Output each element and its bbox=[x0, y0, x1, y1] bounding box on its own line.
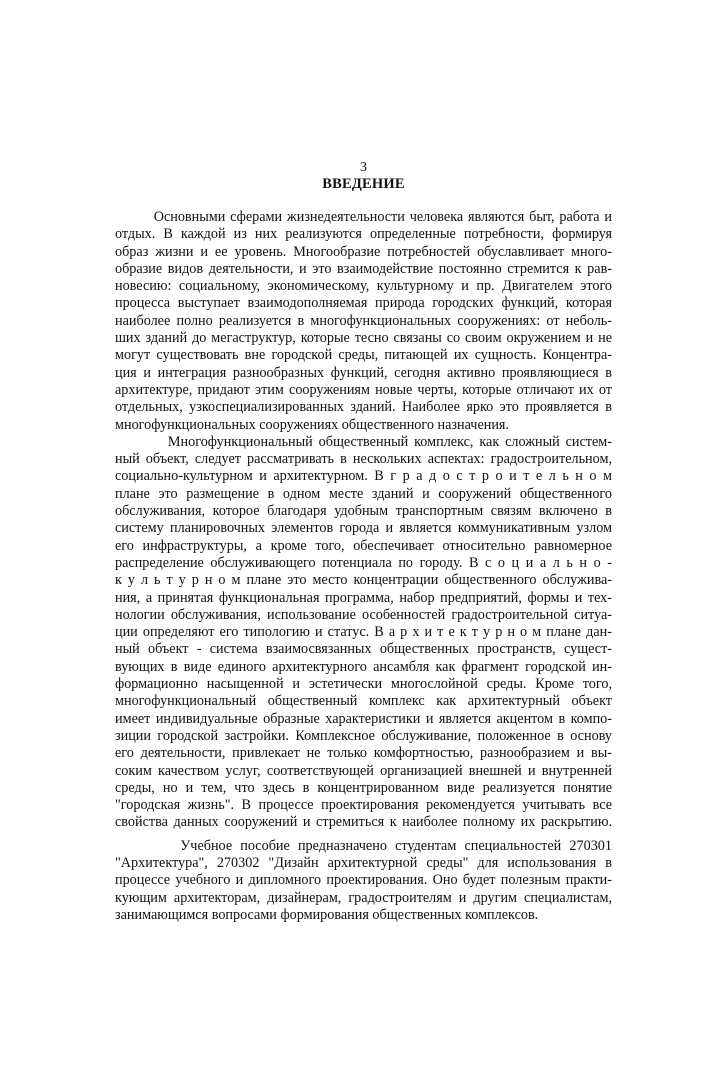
text-line: ция и интеграция разнообразных функций, сегодня активно проявляющиеся в bbox=[115, 364, 612, 381]
text-line: ния, а принятая функциональная программа, набор предприятий, формы и тех- bbox=[115, 589, 612, 606]
text-line: его инфраструктуры, а кроме того, обеспечивает относительно равномерное bbox=[115, 537, 612, 554]
page-number: 3 bbox=[360, 160, 367, 175]
text-line: образ жизни и ее уровень. Многообразие потребностей обуславливает много- bbox=[115, 243, 612, 260]
text-line: ции определяют его типологию и статус. В а р х и т е к т у р н о м плане дан- bbox=[115, 624, 612, 641]
text-line: зиции городской застройки. Комплексное обслуживание, положенное в основу bbox=[115, 727, 612, 744]
section-title: ВВЕДЕНИЕ bbox=[322, 176, 405, 192]
text-line: отдельных, узкоспециализированных зданий. Наиболее ярко это проявляется в bbox=[115, 399, 612, 416]
text-line: наиболее полно реализуется в многофункциональных сооружениях: от неболь- bbox=[115, 312, 612, 329]
paragraph-3 bbox=[115, 838, 612, 924]
text-line: среды, но и тем, что здесь в концентрированном виде реализуется понятие bbox=[115, 779, 612, 796]
text-line: занимающимся вопросами формирования общественных комплексов. bbox=[115, 906, 539, 923]
text-line: ный объект - система взаимосвязанных общественных пространств, сущест- bbox=[115, 641, 612, 658]
text-line: плане это размещение в одном месте зданий и сооружений общественного bbox=[115, 485, 612, 502]
paragraph-2 bbox=[115, 434, 612, 832]
text-line: к у л ь т у р н о м плане это место концентрации общественного обслужива- bbox=[115, 572, 612, 589]
text-line: социально-культурном и архитектурном. В г р а д о с т р о и т е л ь н о м bbox=[115, 468, 612, 485]
text-line: Многофункциональный общественный комплекс, как сложный систем- bbox=[115, 433, 612, 450]
text-line: могут существовать вне городской среды, питающей их сущность. Концентра- bbox=[115, 347, 612, 364]
text-line: архитектуре, придают этим сооружениям новые черты, которые отличают их от bbox=[115, 381, 612, 398]
text-line: "Архитектура", 270302 "Дизайн архитектурной среды" для использования в bbox=[115, 854, 612, 871]
text-line: образие видов деятельности, и это взаимодействие постоянно стремится к рав- bbox=[115, 260, 612, 277]
text-line: ный объект, следует рассматривать в нескольких аспектах: градостроительном, bbox=[115, 451, 612, 468]
text-line: систему планировочных элементов города и является коммуникативным узлом bbox=[115, 520, 612, 537]
text-line: имеет индивидуальные образные характеристики и является акцентом в компо- bbox=[115, 710, 612, 727]
text-line: соким качеством услуг, соответствующей организацией внешней и внутренней bbox=[115, 762, 612, 779]
text-line: многофункциональный общественный комплекс как архитектурный объект bbox=[115, 693, 612, 710]
paragraph-1 bbox=[115, 209, 612, 434]
text-line: его деятельности, привлекает не только комфортностью, разнообразием и вы- bbox=[115, 745, 612, 762]
text-line: Основными сферами жизнедеятельности человека являются быт, работа и bbox=[115, 209, 612, 225]
text-line: процесса выступает взаимодополняемая природа городских функций, которая bbox=[115, 295, 612, 312]
text-line: нологии обслуживания, использование особенностей градостроительной ситуа- bbox=[115, 606, 612, 623]
text-line: "городская жизнь". В процессе проектирования рекомендуется учитывать все bbox=[115, 797, 612, 814]
text-line: обслуживания, которое благодаря удобным транспортным связям включено в bbox=[115, 503, 612, 520]
text-line: свойства данных сооружений и стремиться к наиболее полному их раскрытию. bbox=[115, 814, 612, 831]
text-line: Учебное пособие предназначено студентам специальностей 270301 bbox=[115, 837, 612, 854]
text-line: ших зданий до мегаструктур, которые тесно связаны со своим окружением и не bbox=[115, 330, 612, 347]
text-line: новесию: социальному, экономическому, культурному и пр. Двигателем этого bbox=[115, 278, 612, 295]
text-line: многофункциональных сооружениях общественного назначения. bbox=[115, 416, 509, 433]
text-line: формационно насыщенной и эстетически многослойной среды. Кроме того, bbox=[115, 676, 612, 693]
text-line: процессе учебного и дипломного проектирования. Оно будет полезным практи- bbox=[115, 872, 612, 889]
text-line: отдых. В каждой из них реализуются определенные потребности, формируя bbox=[115, 226, 612, 243]
text-line: кующим архитекторам, дизайнерам, градостроителям и другим специалистам, bbox=[115, 889, 612, 906]
text-line: вующих в виде единого архитектурного ансамбля как фрагмент городской ин- bbox=[115, 658, 612, 675]
document-page bbox=[115, 160, 612, 924]
text-line: распределение обслуживающего потенциала по городу. В с о ц и а л ь н о - bbox=[115, 554, 612, 571]
